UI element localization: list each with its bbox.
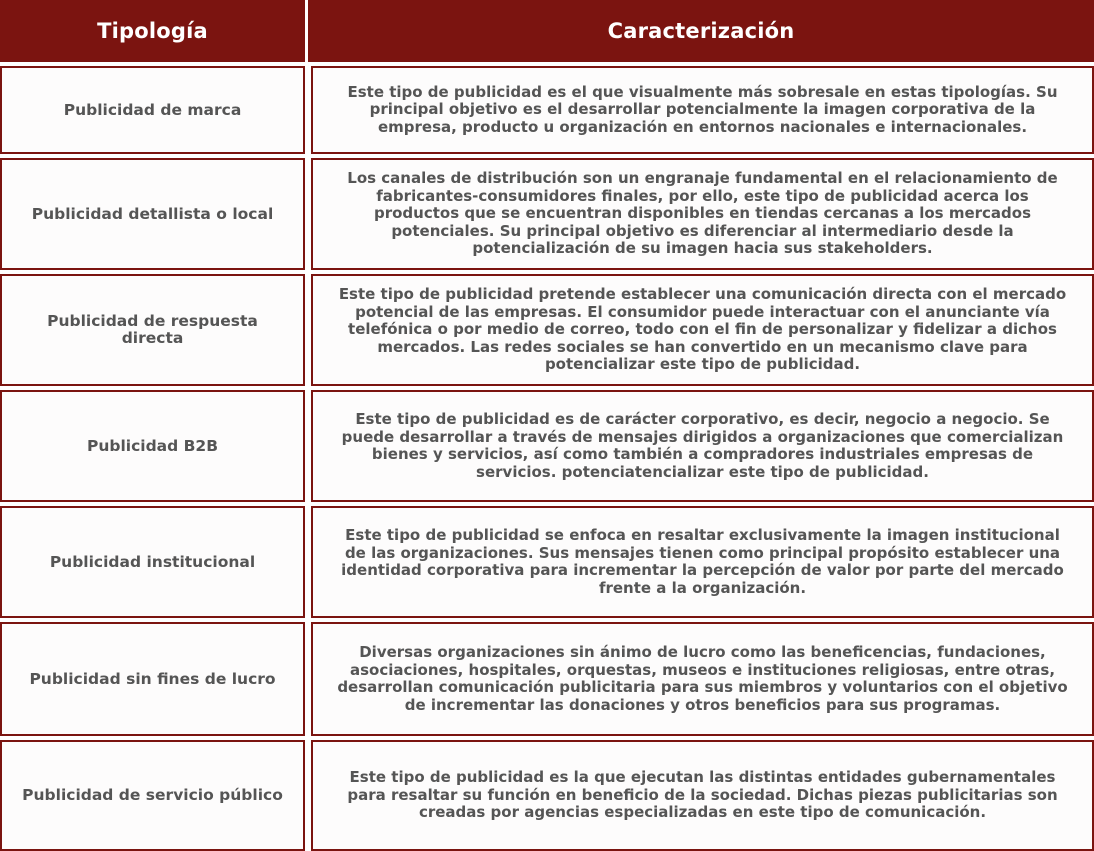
row-2-caracterizacion (311, 158, 1094, 270)
header-tipologia-label: Tipología (97, 19, 208, 43)
row-7-caracterizacion (311, 740, 1094, 851)
header-caracterizacion (308, 0, 1094, 62)
tipologia-text: Publicidad de marca (63, 100, 242, 119)
tipologia-text: Publicidad de respuesta directa (47, 312, 258, 347)
row-6-caracterizacion (311, 622, 1094, 736)
row-7-tipologia (0, 740, 305, 851)
row-1-caracterizacion (311, 66, 1094, 154)
caracterizacion-text: Este tipo de publicidad es el que visualmente más sobresale en estas tipologías. Su principal objetivo es el desarrollar potencialmente la imagen corporativa de la empresa, producto u organización en entornos nacionales e internacionales. (347, 82, 1058, 136)
header-caracterizacion-label: Caracterización (607, 19, 795, 43)
tipologia-text: Publicidad B2B (86, 436, 219, 455)
row-5-tipologia (0, 506, 305, 618)
row-3-caracterizacion (311, 274, 1094, 386)
row-2-tipologia (0, 158, 305, 270)
row-4-tipologia (0, 390, 305, 502)
caracterizacion-text: Este tipo de publicidad es de carácter corporativo, es decir, negocio a negocio. Se puede desarrollar a través de mensajes dirigidos a organizaciones que comercializan bienes y servicios, así como también a compradores industriales empresas de servicios. potenciatencializar este tipo de publicidad. (341, 410, 1064, 481)
header-tipologia (0, 0, 305, 62)
row-3-tipologia (0, 274, 305, 386)
caracterizacion-text: Diversas organizaciones sin ánimo de lucro como las beneficencias, fundaciones, asociaciones, hospitales, orquestas, museos e instituciones religiosas, entre otras, desarrollan comunicación publicitaria para sus miembros y voluntarios con el objetivo de incrementar las donaciones y otros beneficios para sus programas. (337, 643, 1068, 714)
caracterizacion-text: Este tipo de publicidad se enfoca en resaltar exclusivamente la imagen institucional de las organizaciones. Sus mensajes tienen como principal propósito establecer una identidad corporativa para incrementar la percepción de valor por parte del mercado frente a la organización. (341, 526, 1064, 597)
tipologia-text: Publicidad institucional (49, 552, 256, 571)
tipologia-text: Publicidad de servicio público (22, 786, 283, 804)
row-6-tipologia (0, 622, 305, 736)
tipologia-text: Publicidad detallista o local (31, 204, 274, 223)
caracterizacion-text: Este tipo de publicidad es la que ejecutan las distintas entidades gubernamentales para resaltar su función en beneficio de la sociedad. Dichas piezas publicitarias son creadas por agencias especializadas en este tipo de comunicación. (347, 768, 1058, 822)
tipologia-text: Publicidad sin fines de lucro (29, 669, 276, 688)
caracterizacion-text: Los canales de distribución son un engranaje fundamental en el relacionamiento de fabricantes-consumidores finales, por ello, este tipo de publicidad acerca los productos que se encuentran disponibles en tiendas cercanas a los mercados potenciales. Su principal objetivo es diferenciar al intermediario desde la potencialización de su imagen hacia sus stakeholders. (347, 169, 1058, 258)
row-4-caracterizacion (311, 390, 1094, 502)
row-1-tipologia (0, 66, 305, 154)
caracterizacion-text: Este tipo de publicidad pretende establecer una comunicación directa con el mercado potencial de las empresas. El consumidor puede interactuar con el anunciante vía telefónica o por medio de correo, todo con el fin de personalizar y fidelizar a dichos mercados. Las redes sociales se han convertido en un mecanismo clave para potencializar este tipo de publicidad. (338, 285, 1067, 374)
row-5-caracterizacion (311, 506, 1094, 618)
